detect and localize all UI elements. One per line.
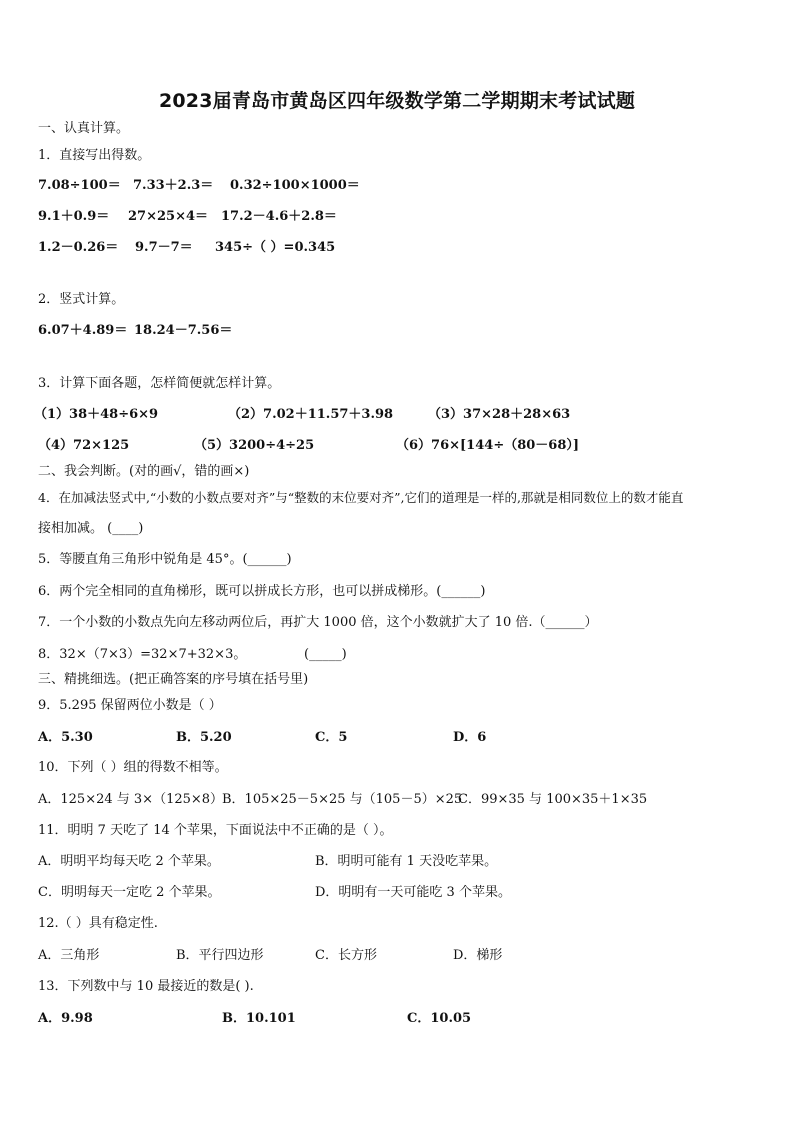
q4-line: 4．在加减法竖式中,“小数的小数点要对齐”与“整数的末位要对齐”,它们的道理是一样的,那就是相同数位上的数才能直 bbox=[38, 490, 684, 505]
q13-stem: 13．下列数中与 10 最接近的数是( ). bbox=[38, 979, 254, 994]
q10-option: C．99×35 与 100×35＋1×35 bbox=[458, 792, 648, 807]
q1-item: 7.08÷100＝ bbox=[38, 178, 121, 193]
q10-option: B．105×25－5×25 与（105－5）×25 bbox=[222, 792, 463, 807]
q11-option: B．明明可能有 1 天没吃苹果。 bbox=[315, 854, 498, 869]
q12-option: D．梯形 bbox=[453, 948, 503, 963]
q1-item: 0.32÷100×1000＝ bbox=[230, 178, 360, 193]
q10-stem: 10．下列（ ）组的得数不相等。 bbox=[38, 760, 228, 775]
q2-heading: 2．竖式计算。 bbox=[38, 292, 125, 307]
section-1-heading: 一、认真计算。 bbox=[38, 121, 130, 136]
q8-blank: (_____) bbox=[304, 647, 347, 662]
q3-item: （5）3200÷4÷25 bbox=[194, 438, 315, 453]
section-3-heading: 三、精挑细选。(把正确答案的序号填在括号里) bbox=[38, 672, 309, 687]
q11-option: C．明明每天一定吃 2 个苹果。 bbox=[38, 885, 221, 900]
q1-item: 7.33＋2.3＝ bbox=[133, 178, 214, 193]
q1-item: 1.2－0.26＝ bbox=[38, 240, 119, 255]
q12-stem: 12.（ ）具有稳定性. bbox=[38, 916, 158, 931]
q1-item: 9.1＋0.9＝ bbox=[38, 209, 110, 224]
q7-text: 7．一个小数的小数点先向左移动两位后，再扩大 1000 倍，这个小数就扩大了 10 倍.（______） bbox=[38, 615, 598, 630]
q11-stem: 11．明明 7 天吃了 14 个苹果，下面说法中不正确的是（ ）。 bbox=[38, 823, 393, 838]
q1-item: 9.7－7＝ bbox=[135, 240, 193, 255]
q3-item: （4）72×125 bbox=[38, 438, 130, 453]
q13-option: B．10.101 bbox=[222, 1011, 296, 1026]
q11-option: D．明明有一天可能吃 3 个苹果。 bbox=[315, 885, 511, 900]
q1-item: 27×25×4＝ bbox=[128, 209, 209, 224]
q4-line: 接相加减。 (____) bbox=[38, 521, 144, 536]
q2-item: 18.24－7.56＝ bbox=[134, 323, 233, 338]
q9-option: D．6 bbox=[453, 730, 487, 745]
q9-stem: 9．5.295 保留两位小数是（ ） bbox=[38, 698, 222, 713]
q10-option: A．125×24 与 3×（125×8） bbox=[38, 792, 224, 807]
q3-item: （3）37×28＋28×63 bbox=[428, 407, 571, 422]
q3-item: （2）7.02＋11.57＋3.98 bbox=[228, 407, 394, 422]
q9-option: B．5.20 bbox=[176, 730, 232, 745]
q13-option: A．9.98 bbox=[38, 1011, 93, 1026]
q12-option: B．平行四边形 bbox=[176, 948, 264, 963]
q2-item: 6.07＋4.89＝ bbox=[38, 323, 128, 338]
q1-item: 17.2－4.6＋2.8＝ bbox=[221, 209, 337, 224]
q12-option: A．三角形 bbox=[38, 948, 100, 963]
q13-option: C．10.05 bbox=[407, 1011, 472, 1026]
q3-heading: 3．计算下面各题，怎样简便就怎样计算。 bbox=[38, 376, 281, 391]
q12-option: C．长方形 bbox=[315, 948, 377, 963]
page-title: 2023届青岛市黄岛区四年级数学第二学期期末考试试题 bbox=[158, 90, 636, 112]
q6-text: 6．两个完全相同的直角梯形，既可以拼成长方形，也可以拼成梯形。(______) bbox=[38, 584, 486, 599]
q5-text: 5．等腰直角三角形中锐角是 45°。(______) bbox=[38, 552, 292, 567]
q11-option: A．明明平均每天吃 2 个苹果。 bbox=[38, 854, 220, 869]
q3-item: （1）38＋48÷6×9 bbox=[34, 407, 159, 422]
q3-item: （6）76×[144÷（80－68）] bbox=[396, 438, 580, 453]
q9-option: A．5.30 bbox=[38, 730, 93, 745]
q8-text: 8．32×（7×3）=32×7+32×3。 bbox=[38, 647, 247, 662]
q9-option: C．5 bbox=[315, 730, 348, 745]
q1-heading: 1．直接写出得数。 bbox=[38, 148, 151, 163]
section-2-heading: 二、我会判断。(对的画√，错的画×) bbox=[38, 464, 250, 479]
q1-item: 345÷（ ）=0.345 bbox=[215, 240, 336, 255]
